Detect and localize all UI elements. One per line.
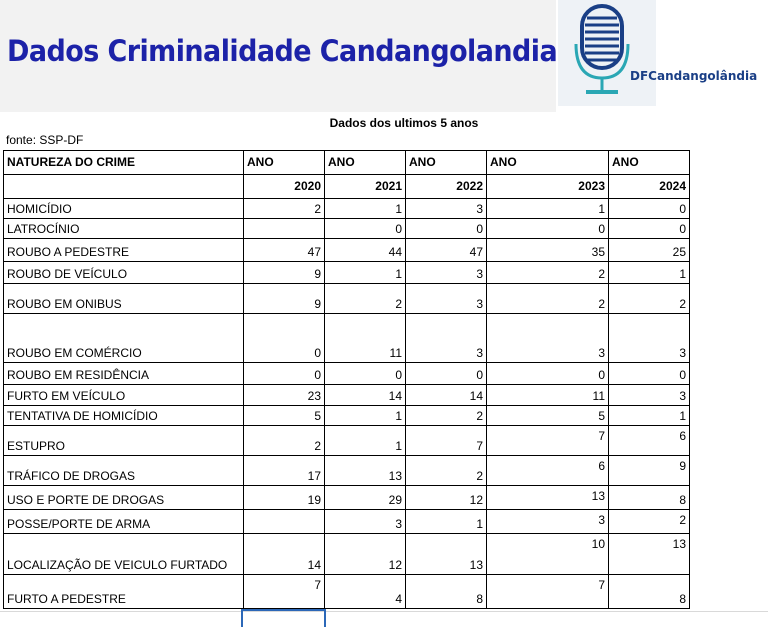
ano-header[interactable]: ANO [244, 151, 325, 175]
value-cell[interactable]: 1 [487, 199, 609, 219]
table-row [4, 406, 690, 426]
table-row [4, 510, 690, 534]
table-row [4, 219, 690, 239]
value-cell[interactable]: 0 [609, 199, 690, 219]
value-cell[interactable]: 2 [609, 510, 690, 534]
value-cell[interactable]: 2 [487, 284, 609, 314]
value-cell[interactable]: 47 [244, 239, 325, 262]
table-row [4, 456, 690, 486]
value-cell[interactable]: 11 [487, 385, 609, 406]
value-cell[interactable]: 3 [406, 284, 487, 314]
value-cell[interactable]: 23 [244, 385, 325, 406]
table-row [4, 314, 690, 363]
crime-label[interactable]: ROUBO EM ONIBUS [4, 284, 244, 314]
ano-header[interactable]: ANO [406, 151, 487, 175]
page-title: Dados Criminalidade Candangolandia [7, 34, 558, 68]
value-cell[interactable]: 1 [406, 510, 487, 534]
value-cell[interactable]: 8 [609, 575, 690, 609]
value-cell[interactable]: 19 [244, 486, 325, 510]
crime-label[interactable]: ROUBO EM RESIDÊNCIA [4, 363, 244, 385]
value-cell[interactable]: 13 [609, 534, 690, 575]
microphone-icon [570, 2, 634, 98]
sheet-gridline [0, 611, 768, 612]
value-cell[interactable] [244, 219, 325, 239]
table-row [4, 426, 690, 456]
value-cell[interactable]: 13 [406, 534, 487, 575]
value-cell[interactable]: 1 [609, 262, 690, 284]
value-cell[interactable]: 12 [406, 486, 487, 510]
year-row [4, 175, 690, 199]
value-cell[interactable]: 3 [406, 199, 487, 219]
value-cell[interactable]: 2 [487, 262, 609, 284]
value-cell[interactable]: 0 [487, 363, 609, 385]
ano-header[interactable]: ANO [609, 151, 690, 175]
header-row [4, 151, 690, 175]
crime-label[interactable]: HOMICÍDIO [4, 199, 244, 219]
value-cell[interactable]: 0 [406, 363, 487, 385]
header-label[interactable]: NATUREZA DO CRIME [4, 151, 244, 175]
value-cell[interactable]: 1 [325, 406, 406, 426]
table-row [4, 486, 690, 510]
crime-label[interactable]: ESTUPRO [4, 426, 244, 456]
value-cell[interactable]: 3 [609, 385, 690, 406]
value-cell[interactable] [244, 510, 325, 534]
value-cell[interactable]: 0 [609, 363, 690, 385]
table-row [4, 363, 690, 385]
table-subtitle: Dados dos ultimos 5 anos [329, 116, 479, 130]
ano-header[interactable]: ANO [325, 151, 406, 175]
value-cell[interactable]: 0 [325, 219, 406, 239]
title-banner [0, 0, 556, 112]
value-cell[interactable]: 13 [325, 456, 406, 486]
value-cell[interactable]: 1 [325, 426, 406, 456]
empty-cell[interactable] [4, 175, 244, 199]
value-cell[interactable]: 3 [406, 314, 487, 363]
crime-label[interactable]: FURTO A PEDESTRE [4, 575, 244, 609]
value-cell[interactable]: 0 [244, 363, 325, 385]
value-cell[interactable]: 3 [609, 314, 690, 363]
value-cell[interactable]: 12 [325, 534, 406, 575]
table-row [4, 239, 690, 262]
value-cell[interactable]: 3 [487, 510, 609, 534]
crime-label[interactable]: TRÁFICO DE DROGAS [4, 456, 244, 486]
value-cell[interactable]: 10 [487, 534, 609, 575]
value-cell[interactable]: 35 [487, 239, 609, 262]
value-cell[interactable]: 29 [325, 486, 406, 510]
value-cell[interactable]: 0 [406, 219, 487, 239]
value-cell[interactable]: 2 [325, 284, 406, 314]
value-cell[interactable]: 14 [244, 534, 325, 575]
table-row [4, 284, 690, 314]
value-cell[interactable]: 0 [325, 363, 406, 385]
value-cell[interactable]: 7 [487, 575, 609, 609]
value-cell[interactable]: 25 [609, 239, 690, 262]
value-cell[interactable]: 2 [244, 199, 325, 219]
crime-label[interactable]: ROUBO DE VEÍCULO [4, 262, 244, 284]
selected-cell[interactable] [241, 609, 326, 627]
value-cell[interactable]: 9 [244, 284, 325, 314]
logo-text: DFCandangolândia [630, 69, 758, 83]
crime-label[interactable]: LOCALIZAÇÃO DE VEICULO FURTADO [4, 534, 244, 575]
value-cell[interactable]: 0 [487, 219, 609, 239]
table-row [4, 534, 690, 575]
table-row [4, 262, 690, 284]
crime-label[interactable]: USO E PORTE DE DROGAS [4, 486, 244, 510]
value-cell[interactable]: 47 [406, 239, 487, 262]
value-cell[interactable]: 6 [609, 426, 690, 456]
value-cell[interactable]: 2 [609, 284, 690, 314]
year-cell[interactable]: 2023 [487, 175, 609, 199]
value-cell[interactable]: 13 [487, 486, 609, 510]
table-row [4, 385, 690, 406]
crime-table [3, 150, 690, 609]
table-row [4, 199, 690, 219]
value-cell[interactable]: 8 [406, 575, 487, 609]
crime-label[interactable]: LATROCÍNIO [4, 219, 244, 239]
value-cell[interactable]: 7 [244, 575, 325, 609]
crime-label[interactable]: TENTATIVA DE HOMICÍDIO [4, 406, 244, 426]
year-cell[interactable]: 2021 [325, 175, 406, 199]
value-cell[interactable]: 1 [325, 262, 406, 284]
value-cell[interactable]: 1 [609, 406, 690, 426]
value-cell[interactable]: 0 [609, 219, 690, 239]
value-cell[interactable]: 9 [609, 456, 690, 486]
crime-label[interactable]: ROUBO EM COMÉRCIO [4, 314, 244, 363]
value-cell[interactable]: 7 [406, 426, 487, 456]
value-cell[interactable]: 7 [487, 426, 609, 456]
year-cell[interactable]: 2022 [406, 175, 487, 199]
year-cell[interactable]: 2020 [244, 175, 325, 199]
value-cell[interactable]: 2 [406, 406, 487, 426]
value-cell[interactable]: 17 [244, 456, 325, 486]
value-cell[interactable]: 11 [325, 314, 406, 363]
crime-label[interactable]: ROUBO A PEDESTRE [4, 239, 244, 262]
value-cell[interactable]: 2 [406, 456, 487, 486]
value-cell[interactable]: 6 [487, 456, 609, 486]
value-cell[interactable]: 14 [325, 385, 406, 406]
value-cell[interactable]: 2 [244, 426, 325, 456]
value-cell[interactable]: 9 [244, 262, 325, 284]
data-source: fonte: SSP-DF [6, 133, 84, 147]
value-cell[interactable]: 5 [244, 406, 325, 426]
year-cell[interactable]: 2024 [609, 175, 690, 199]
value-cell[interactable]: 3 [325, 510, 406, 534]
value-cell[interactable]: 0 [244, 314, 325, 363]
table-row [4, 575, 690, 609]
value-cell[interactable]: 14 [406, 385, 487, 406]
value-cell[interactable]: 1 [325, 199, 406, 219]
crime-label[interactable]: POSSE/PORTE DE ARMA [4, 510, 244, 534]
value-cell[interactable]: 3 [487, 314, 609, 363]
crime-label[interactable]: FURTO EM VEÍCULO [4, 385, 244, 406]
value-cell[interactable]: 4 [325, 575, 406, 609]
value-cell[interactable]: 3 [406, 262, 487, 284]
value-cell[interactable]: 44 [325, 239, 406, 262]
value-cell[interactable]: 5 [487, 406, 609, 426]
value-cell[interactable]: 8 [609, 486, 690, 510]
ano-header[interactable]: ANO [487, 151, 609, 175]
